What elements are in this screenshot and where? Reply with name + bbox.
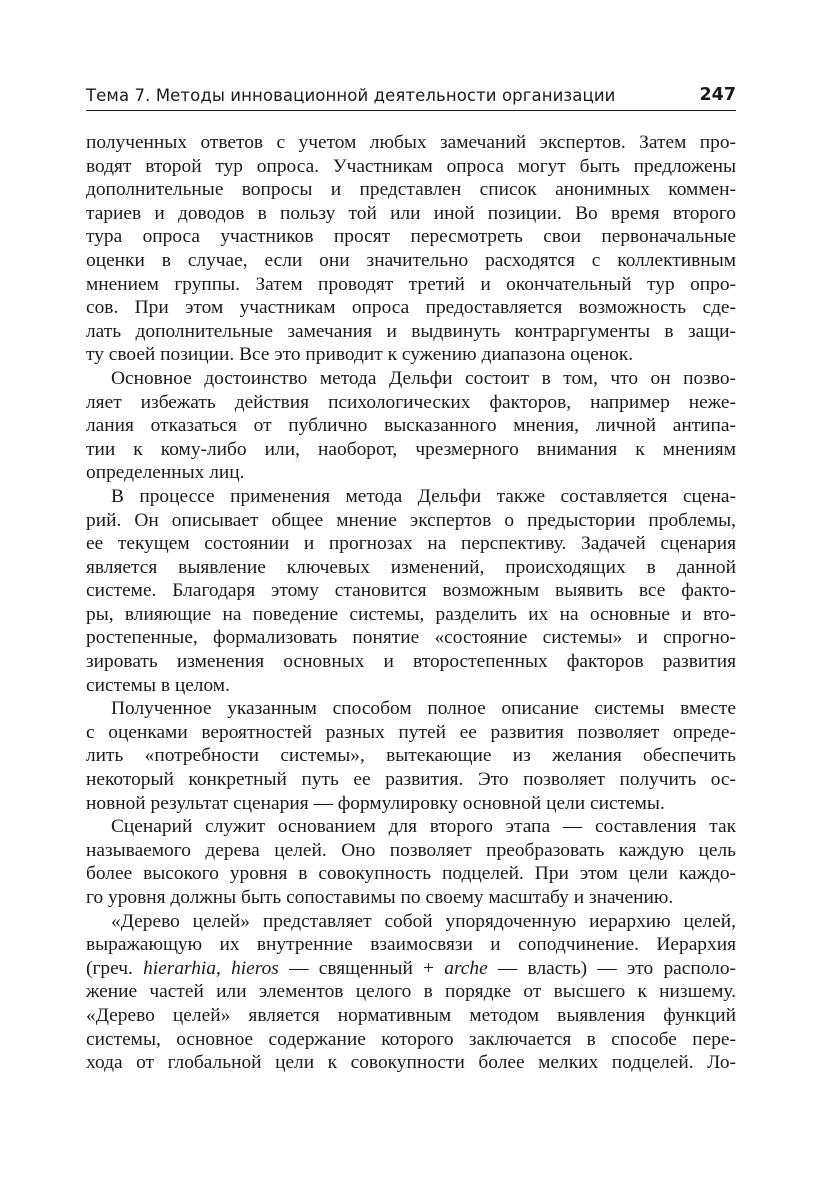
text-line: зировать изменения основных и второстепенных факторов развития xyxy=(86,651,736,673)
text-line: определенных лиц. xyxy=(86,462,245,484)
text-line: с оценками вероятностей разных путей ее развития позволяет опреде- xyxy=(86,721,736,743)
text-line: является выявление ключевых изменений, происходящих в данной xyxy=(86,556,736,578)
text-line: системы в целом. xyxy=(86,674,230,696)
page-number: 247 xyxy=(699,85,736,105)
body-text xyxy=(86,131,736,1075)
text-line: лать дополнительные замечания и выдвинуть контраргументы в защи- xyxy=(86,320,736,342)
text-line: тии к кому-либо или, наоборот, чрезмерного внимания к мнениям xyxy=(86,438,736,460)
text-run: — священный + xyxy=(278,957,445,979)
text-run: (греч. xyxy=(86,957,144,979)
italic-term: hierarhia xyxy=(143,957,216,979)
text-line: полученных ответов с учетом любых замечаний экспертов. Затем про- xyxy=(86,132,736,153)
text-line: ростепенные, формализовать понятие «состояние системы» и спрогно- xyxy=(86,627,736,649)
paragraph xyxy=(86,485,736,697)
text-line: называемого дерева целей. Оно позволяет преобразовать каждую цель xyxy=(86,839,736,861)
text-line: дополнительные вопросы и представлен список анонимных коммен- xyxy=(86,179,736,201)
running-header xyxy=(86,84,736,111)
text-line: рий. Он описывает общее мнение экспертов о предыстории проблемы, xyxy=(86,509,736,531)
italic-term: arche xyxy=(444,957,488,979)
text-line: «Дерево целей» является нормативным методом выявления функций xyxy=(86,1004,736,1026)
paragraph xyxy=(86,697,736,815)
chapter-title: Тема 7. Методы инновационной деятельности организации xyxy=(86,86,616,105)
text-line-with-italics xyxy=(86,957,736,981)
paragraph xyxy=(86,815,736,909)
text-line: Сценарий служит основанием для второго этапа — составления так xyxy=(111,816,736,838)
text-line: новной результат сценария — формулировку основной цели системы. xyxy=(86,792,665,814)
text-line: тура опроса участников просят пересмотреть свои первоначальные xyxy=(86,226,736,248)
text-line: системы, основное содержание которого заключается в способе пере- xyxy=(86,1028,736,1050)
text-line: более высокого уровня в совокупность подцелей. При этом цели каждо- xyxy=(86,863,736,885)
text-line: лания отказаться от публично высказанного мнения, личной антипа- xyxy=(86,415,736,437)
text-line: системе. Благодаря этому становится возможным выявить все факто- xyxy=(86,580,736,602)
text-line: выражающую их внутренние взаимосвязи и соподчинение. Иерархия xyxy=(86,934,736,956)
text-line: В процессе применения метода Дельфи также составляется сцена- xyxy=(111,485,736,507)
italic-term: hieros xyxy=(231,957,279,979)
paragraph xyxy=(86,131,736,367)
text-line: сов. При этом участникам опроса предоставляется возможность сде- xyxy=(86,297,736,319)
paragraph xyxy=(86,367,736,485)
text-line: ры, влияющие на поведение системы, разделить их на основные и вто- xyxy=(86,603,736,625)
text-line: Полученное указанным способом полное описание системы вместе xyxy=(111,698,736,720)
text-line: хода от глобальной цели к совокупности более мелких подцелей. Ло- xyxy=(86,1052,736,1074)
text-line: «Дерево целей» представляет собой упорядоченную иерархию целей, xyxy=(111,910,736,932)
text-line: водят второй тур опроса. Участникам опроса могут быть предложены xyxy=(86,155,736,177)
paragraph xyxy=(86,910,736,1075)
text-line: жение частей или элементов целого в порядке от высшего к низшему. xyxy=(86,981,736,1003)
text-line: мнением группы. Затем проводят третий и окончательный тур опро- xyxy=(86,273,736,295)
text-line: оценки в случае, если они значительно расходятся с коллективным xyxy=(86,249,736,271)
text-line: ту своей позиции. Все это приводит к сужению диапазона оценок. xyxy=(86,344,634,366)
text-line: го уровня должны быть сопоставимы по своему масштабу и значению. xyxy=(86,887,674,908)
text-run: — власть) — это располо- xyxy=(487,957,737,979)
text-line: ляет избежать действия психологических факторов, например неже- xyxy=(86,391,736,413)
text-line: некоторый конкретный путь ее развития. Это позволяет получить ос- xyxy=(86,769,736,791)
text-line: тариев и доводов в пользу той или иной позиции. Во время второго xyxy=(86,202,736,224)
text-line: лить «потребности системы», вытекающие из желания обеспечить xyxy=(86,745,736,767)
text-line: Основное достоинство метода Дельфи состоит в том, что он позво- xyxy=(111,367,736,389)
text-line: ее текущем состоянии и прогнозах на перспективу. Задачей сценария xyxy=(86,533,736,555)
text-run: , xyxy=(215,957,232,979)
